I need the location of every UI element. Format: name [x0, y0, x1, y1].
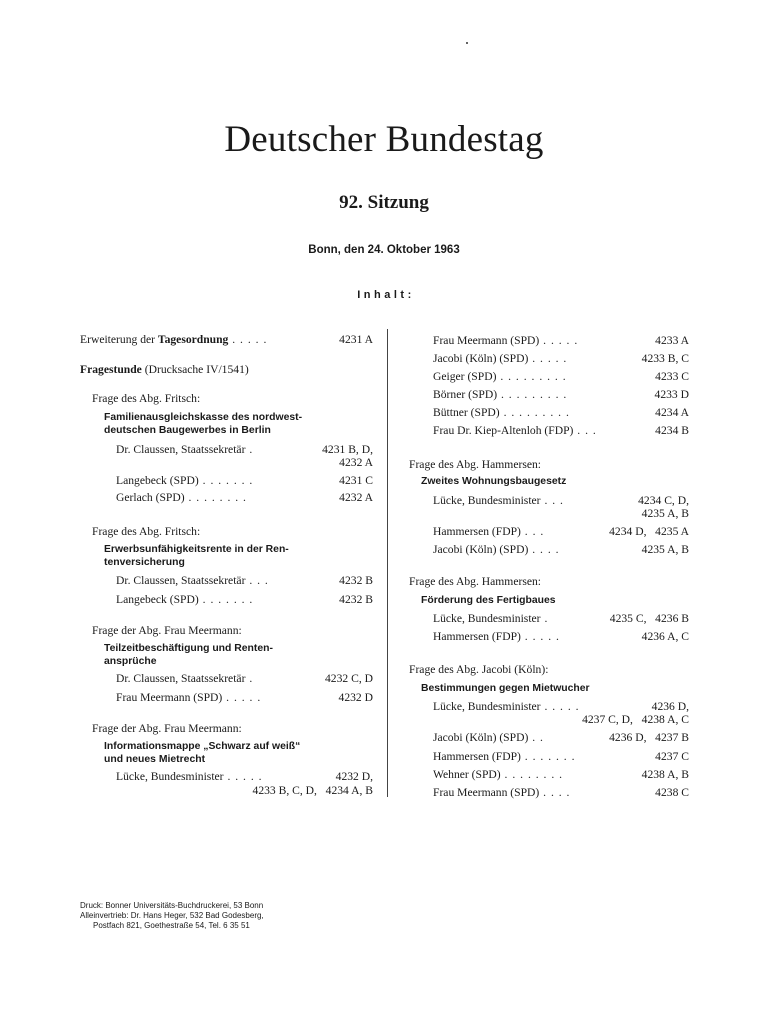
question-topic: ansprüche: [104, 656, 157, 667]
session-number: 92. Sitzung: [339, 192, 429, 213]
speaker-entry: Gerlach (SPD) . . . . . . . .: [116, 491, 247, 504]
page-ref: 4232 A: [339, 456, 373, 469]
question-topic: Zweites Wohnungsbaugesetz: [421, 476, 567, 487]
imprint-line: Postfach 821, Goethestraße 54, Tel. 6 35 51: [93, 921, 250, 930]
question-intro: Frage des Abg. Hammersen:: [409, 575, 542, 588]
question-topic: Familienausgleichskasse des nordwest-: [104, 412, 303, 423]
question-topic: Bestimmungen gegen Mietwucher: [421, 683, 590, 694]
page-ref: 4234 B: [655, 424, 689, 437]
speaker-entry: Büttner (SPD) . . . . . . . . .: [433, 406, 570, 419]
question-topic: Förderung des Fertigbaues: [421, 595, 556, 606]
page-ref: 4232 A: [339, 491, 373, 504]
question-topic: Teilzeitbeschäftigung und Renten-: [104, 643, 273, 654]
question-topic: deutschen Baugewerbes in Berlin: [104, 425, 271, 436]
speaker-entry: Dr. Claussen, Staatssekretär . . .: [116, 574, 269, 587]
speaker-entry: Dr. Claussen, Staatssekretär .: [116, 672, 254, 685]
page-ref: 4231 B, D,: [322, 443, 373, 456]
question-intro: Frage des Abg. Fritsch:: [92, 525, 201, 538]
page-ref: 4234 A: [655, 406, 689, 419]
page-ref: 4238 C: [655, 786, 689, 799]
speaker-entry: Geiger (SPD) . . . . . . . . .: [433, 370, 567, 383]
speaker-entry: Jacobi (Köln) (SPD) . . . . .: [433, 352, 568, 365]
page-ref: 4235 C, 4236 B: [609, 612, 689, 625]
question-topic: tenversicherung: [104, 557, 185, 568]
page-ref: 4233 B, C: [641, 352, 689, 365]
speaker-entry: Frau Meermann (SPD) . . . . .: [116, 691, 262, 704]
page-ref: 4232 B: [339, 593, 373, 606]
question-intro: Frage der Abg. Frau Meermann:: [92, 722, 242, 735]
question-topic: und neues Mietrecht: [104, 754, 206, 765]
speaker-entry: Jacobi (Köln) (SPD) . . . .: [433, 543, 560, 556]
page-ref: 4233 B, C, D, 4234 A, B: [252, 784, 373, 797]
page-ref: 4233 C: [655, 370, 689, 383]
page-ref: 4235 A, B: [641, 507, 689, 520]
page-ref: 4234 C, D,: [638, 494, 689, 507]
page-ref: 4233 D: [654, 388, 689, 401]
page-ref: 4234 D, 4235 A: [609, 525, 689, 538]
question-intro: Frage der Abg. Frau Meermann:: [92, 624, 242, 637]
speaker-entry: Langebeck (SPD) . . . . . . .: [116, 474, 254, 487]
page-ref: 4236 D, 4237 B: [609, 731, 689, 744]
speaker-entry: Frau Meermann (SPD) . . . . .: [433, 334, 579, 347]
page-ref: 4232 D,: [335, 770, 373, 783]
speaker-entry: Lücke, Bundesminister . . . . .: [433, 700, 580, 713]
page-title: Deutscher Bundestag: [224, 119, 544, 160]
column-divider: [387, 329, 388, 797]
question-topic: Erwerbsunfähigkeitsrente in der Ren-: [104, 544, 289, 555]
page-ref: 4233 A: [655, 334, 689, 347]
agenda-item-tagesordnung: Erweiterung der Tagesordnung . . . . .: [80, 333, 268, 346]
question-intro: Frage des Abg. Hammersen:: [409, 458, 542, 471]
speaker-entry: Frau Meermann (SPD) . . . .: [433, 786, 571, 799]
page-ref: 4232 D: [338, 691, 373, 704]
imprint-line: Druck: Bonner Universitäts-Buchdruckerei, 53 Bonn: [80, 901, 264, 910]
page-ref: 4235 A, B: [641, 543, 689, 556]
speaker-entry: Börner (SPD) . . . . . . . . .: [433, 388, 568, 401]
speck-mark: [466, 42, 468, 44]
speaker-entry: Langebeck (SPD) . . . . . . .: [116, 593, 254, 606]
page-ref: 4238 A, B: [641, 768, 689, 781]
agenda-item-fragestunde: Fragestunde (Drucksache IV/1541): [80, 363, 249, 376]
speaker-entry: Lücke, Bundesminister . . .: [433, 494, 564, 507]
speaker-entry: Jacobi (Köln) (SPD) . .: [433, 731, 544, 744]
speaker-entry: Hammersen (FDP) . . .: [433, 525, 545, 538]
speaker-entry: Hammersen (FDP) . . . . . . .: [433, 750, 576, 763]
imprint-line: Alleinvertrieb: Dr. Hans Heger, 532 Bad Godesberg,: [80, 911, 264, 920]
page-ref: 4237 C: [655, 750, 689, 763]
page-ref: 4231 C: [339, 474, 373, 487]
page-ref: 4236 D,: [651, 700, 689, 713]
page-ref: 4231 A: [339, 333, 373, 346]
speaker-entry: Frau Dr. Kiep-Altenloh (FDP) . . .: [433, 424, 597, 437]
session-date: Bonn, den 24. Oktober 1963: [308, 244, 460, 256]
page-ref: 4232 B: [339, 574, 373, 587]
speaker-entry: Lücke, Bundesminister .: [433, 612, 549, 625]
question-intro: Frage des Abg. Fritsch:: [92, 392, 201, 405]
speaker-entry: Hammersen (FDP) . . . . .: [433, 630, 560, 643]
speaker-entry: Wehner (SPD) . . . . . . . .: [433, 768, 564, 781]
page-ref: 4236 A, C: [641, 630, 689, 643]
contents-heading: Inhalt:: [357, 289, 415, 301]
page-ref: 4237 C, D, 4238 A, C: [582, 713, 689, 726]
question-topic: Informationsmappe „Schwarz auf weiß“: [104, 741, 301, 752]
question-intro: Frage des Abg. Jacobi (Köln):: [409, 663, 549, 676]
speaker-entry: Dr. Claussen, Staatssekretär .: [116, 443, 254, 456]
speaker-entry: Lücke, Bundesminister . . . . .: [116, 770, 263, 783]
page-ref: 4232 C, D: [325, 672, 373, 685]
